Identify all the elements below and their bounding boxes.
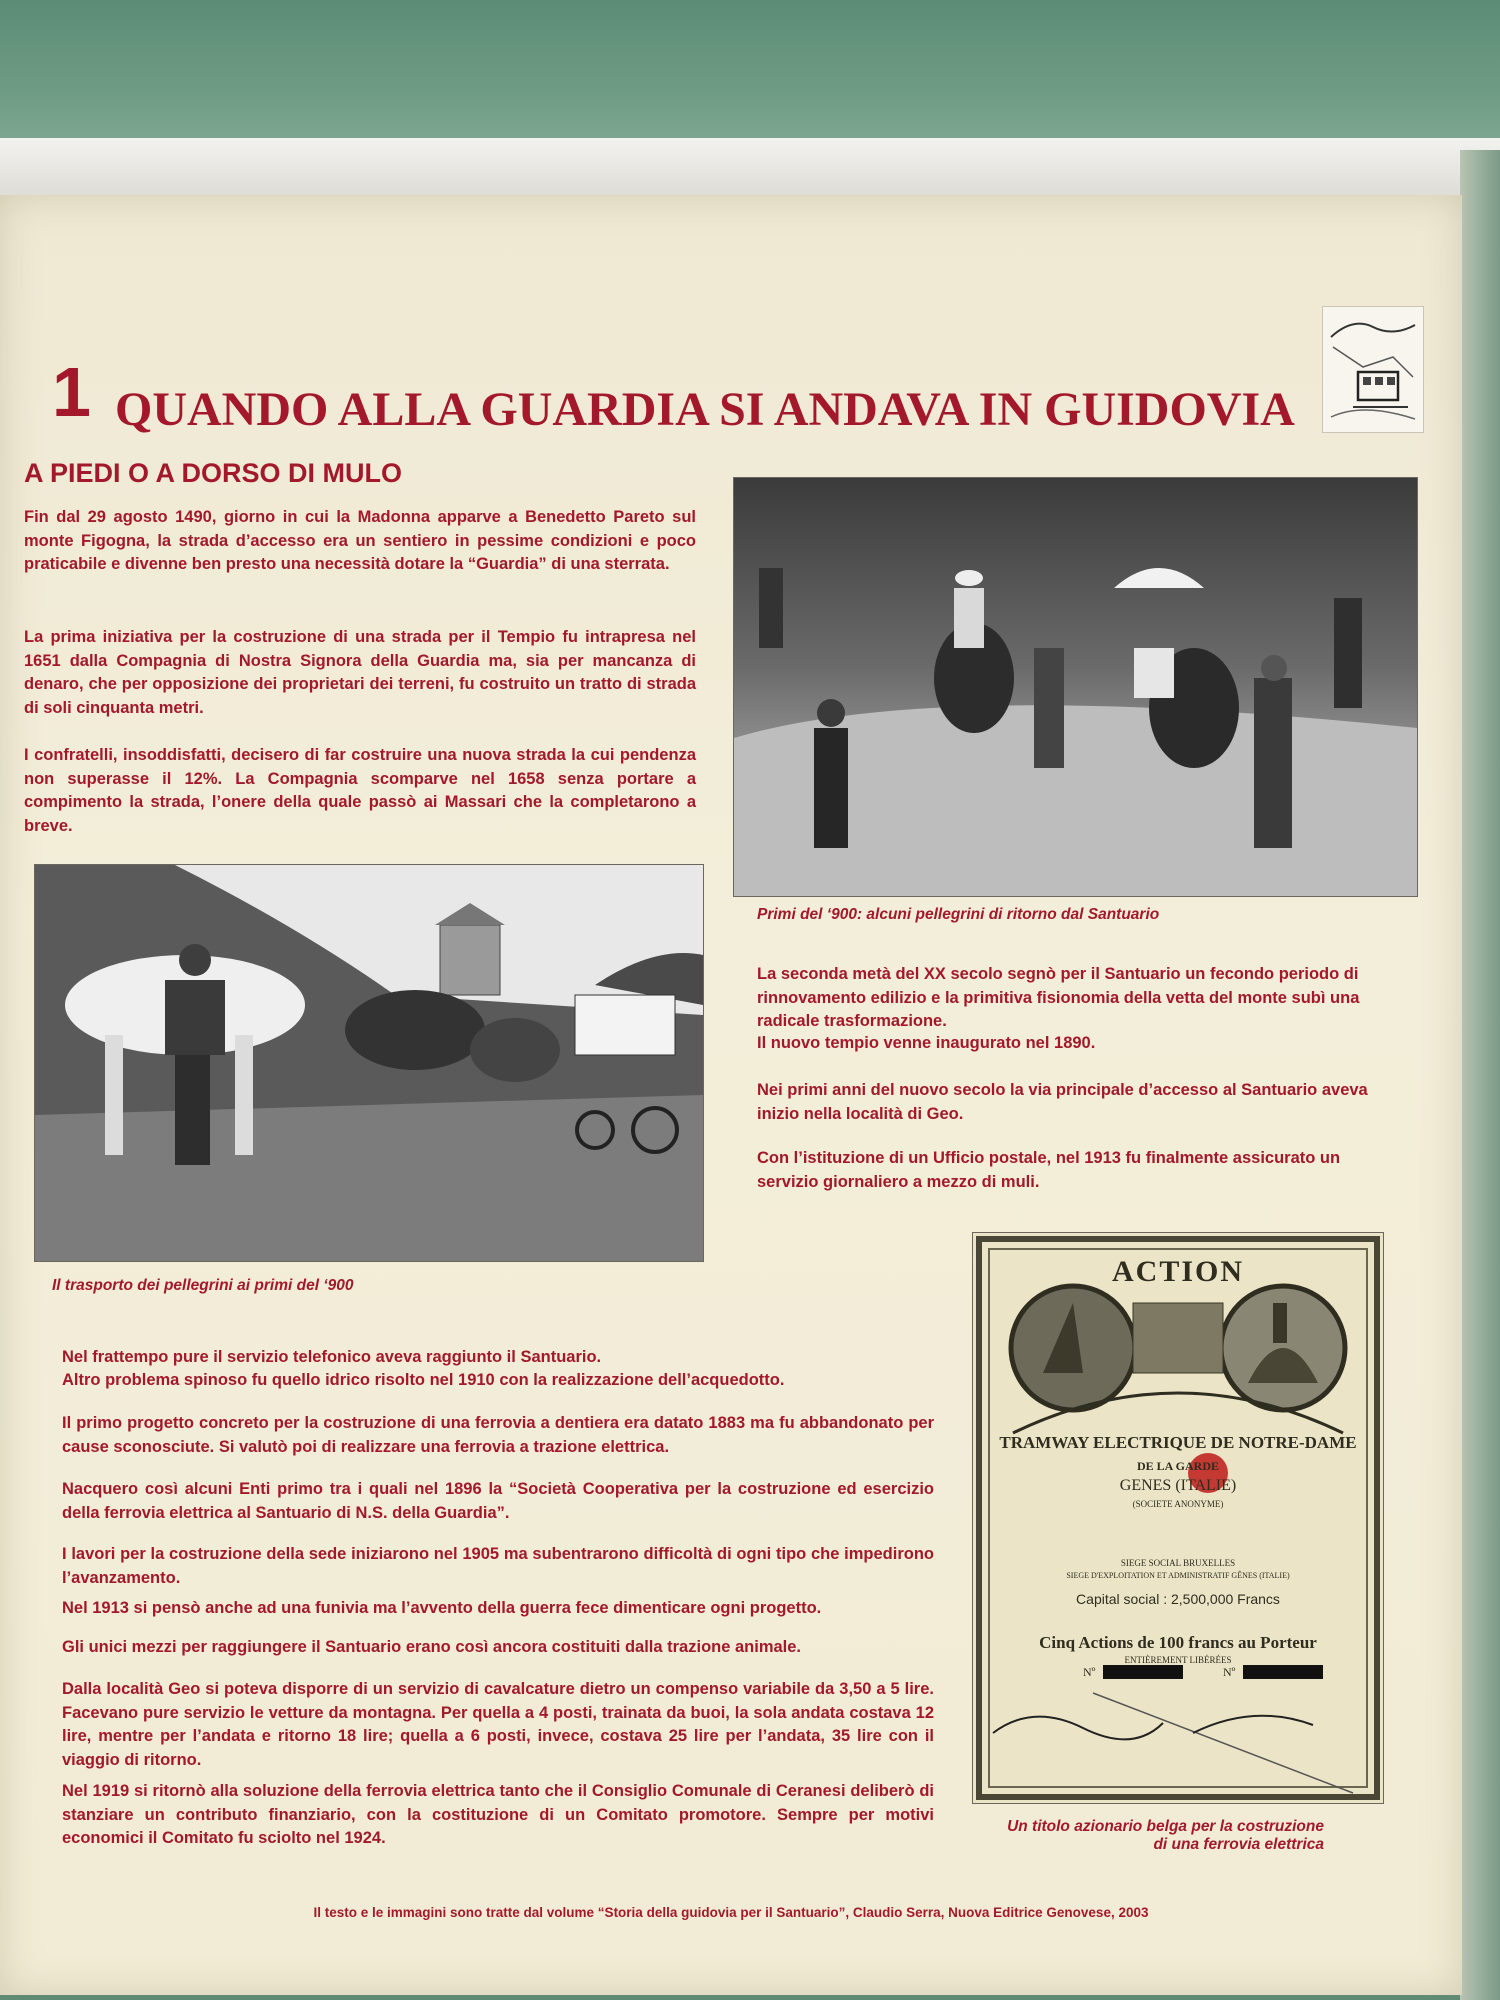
certificate-exploitation: SIEGE D'EXPLOITATION ET ADMINISTRATIF GÊNES (ITALIE) — [1066, 1571, 1290, 1580]
lower-paragraph-3: Il primo progetto concreto per la costruzione di una ferrovia a dentiera era datato 1883 ma fu abbandonato per cause sconosciute. Si valutò poi di realizzare una ferrovia a trazione elettrica. — [62, 1414, 934, 1456]
certificate-company: TRAMWAY ELECTRIQUE DE NOTRE-DAME — [999, 1433, 1357, 1452]
right-paragraph-4: Con l’istituzione di un Ufficio postale, nel 1913 fu finalmente assicurato un servizio giornaliero a mezzo di muli. — [757, 1149, 1341, 1191]
lower-paragraph-7: Gli unici mezzi per raggiungere il Santuario erano così ancora costituiti dalla trazione animale. — [62, 1638, 802, 1656]
lower-paragraph-1: Nel frattempo pure il servizio telefonico aveva raggiunto il Santuario. — [62, 1348, 602, 1366]
panel-number: 1 — [52, 353, 91, 431]
source-footer: Il testo e le immagini sono tratte dal volume “Storia della guidovia per il Santuario”, Claudio Serra, Nuova Editrice Genovese, 2003 — [313, 1905, 1149, 1920]
certificate-company-line2: DE LA GARDE — [1136, 1459, 1219, 1473]
certificate-paid: ENTIÈREMENT LIBÉRÉES — [1124, 1655, 1232, 1665]
guidovia-logo-icon — [1322, 306, 1424, 433]
certificate-caption-2: di una ferrovia elettrica — [1153, 1836, 1324, 1853]
intro-paragraph-2: La prima iniziativa per la costruzione di una strada per il Tempio fu intrapresa nel 1651 dalla Compagnia di Nostra Signora della Guardia ma, sia per mancanza di denaro, che per opposizione dei proprietari dei terreni, fu costruito un tratto di strada di soli cinquanta metri. — [24, 628, 696, 717]
certificate-top-word: ACTION — [1111, 1255, 1244, 1288]
lower-paragraph-4: Nacquero così alcuni Enti primo tra i quali nel 1896 la “Società Cooperativa per la costruzione ed esercizio della ferrovia elettrica al Santuario di N.S. della Guardia”. — [62, 1480, 934, 1522]
lower-paragraph-9: Nel 1919 si ritornò alla soluzione della ferrovia elettrica tanto che il Consiglio Comunale di Ceranesi deliberò di stanziare un contributo finanziario, con la costituzione di un Comitato promotore. Sempre per motivi economici il Comitato fu sciolto nel 1924. — [62, 1782, 934, 1847]
lower-paragraph-6: Nel 1913 si pensò anche ad una funivia ma l’avvento della guerra fece dimenticare ogni progetto. — [62, 1599, 822, 1617]
certificate-company-line3: GENES (ITALIE) — [1119, 1477, 1237, 1494]
certificate-number-label-1: Nº — [1083, 1665, 1096, 1679]
right-paragraph-3: Nei primi anni del nuovo secolo la via principale d’accesso al Santuario aveva inizio nella località di Geo. — [757, 1081, 1368, 1123]
certificate-number-label-2: Nº — [1223, 1665, 1236, 1679]
side-wall — [1460, 150, 1500, 2000]
transport-caption: Il trasporto dei pellegrini ai primi del ‘900 — [52, 1277, 354, 1294]
panel-title: QUANDO ALLA GUARDIA SI ANDAVA IN GUIDOVIA — [115, 383, 1295, 436]
certificate-company-line4: (SOCIETE ANONYME) — [1132, 1499, 1224, 1509]
pilgrims-caption: Primi del ‘900: alcuni pellegrini di ritorno dal Santuario — [757, 906, 1160, 923]
lower-paragraph-8: Dalla località Geo si poteva disporre di un servizio di cavalcature dietro un compenso variabile da 3,50 a 5 lire. Facevano pure servizio le vetture da montagna. Per quella a 4 posti, trainata da buoi, la sola andata costava 12 lire, mentre per l’andata e ritorno 18 lire; quella a 6 posti, invece, costava 25 lire per l’andata, 35 lire con il viaggio di ritorno. — [62, 1680, 934, 1769]
transport-photo — [34, 864, 704, 1262]
intro-paragraph-1: Fin dal 29 agosto 1490, giorno in cui la Madonna apparve a Benedetto Pareto sul monte Figogna, la strada d’accesso era un sentiero in pessime condizioni e poco praticabile e divenne ben presto una necessità dotare la “Guardia” di una sterrata. — [24, 508, 696, 573]
right-paragraph-1: La seconda metà del XX secolo segnò per il Santuario un fecondo periodo di rinnovamento edilizio e la primitiva fisionomia della vetta del monte subì una radicale trasformazione. — [757, 965, 1360, 1030]
lower-paragraph-5: I lavori per la costruzione della sede iniziarono nel 1905 ma subentrarono difficoltà di ogni tipo che impedirono l’avanzamento. — [62, 1545, 934, 1587]
certificate-capital: Capital social : 2,500,000 Francs — [1076, 1591, 1280, 1607]
certificate-caption-1: Un titolo azionario belga per la costruzione — [1007, 1818, 1324, 1835]
panel-frame — [0, 138, 1500, 200]
lower-paragraph-2: Altro problema spinoso fu quello idrico risolto nel 1910 con la realizzazione dell’acquedotto. — [62, 1371, 785, 1389]
green-wall — [0, 0, 1500, 150]
certificate-seat: SIEGE SOCIAL BRUXELLES — [1120, 1558, 1236, 1568]
pilgrims-photo — [733, 477, 1418, 897]
stock-certificate — [972, 1232, 1384, 1804]
section-subtitle: A PIEDI O A DORSO DI MULO — [24, 458, 403, 488]
certificate-shares: Cinq Actions de 100 francs au Porteur — [1039, 1633, 1317, 1652]
right-paragraph-2: Il nuovo tempio venne inaugurato nel 1890. — [757, 1034, 1096, 1052]
intro-paragraph-3: I confratelli, insoddisfatti, decisero di far costruire una nuova strada la cui pendenza non superasse il 12%. La Compagnia scomparve nel 1658 senza portare a compimento la strada, l’onere della quale passò ai Massari che la completarono a breve. — [24, 746, 696, 835]
